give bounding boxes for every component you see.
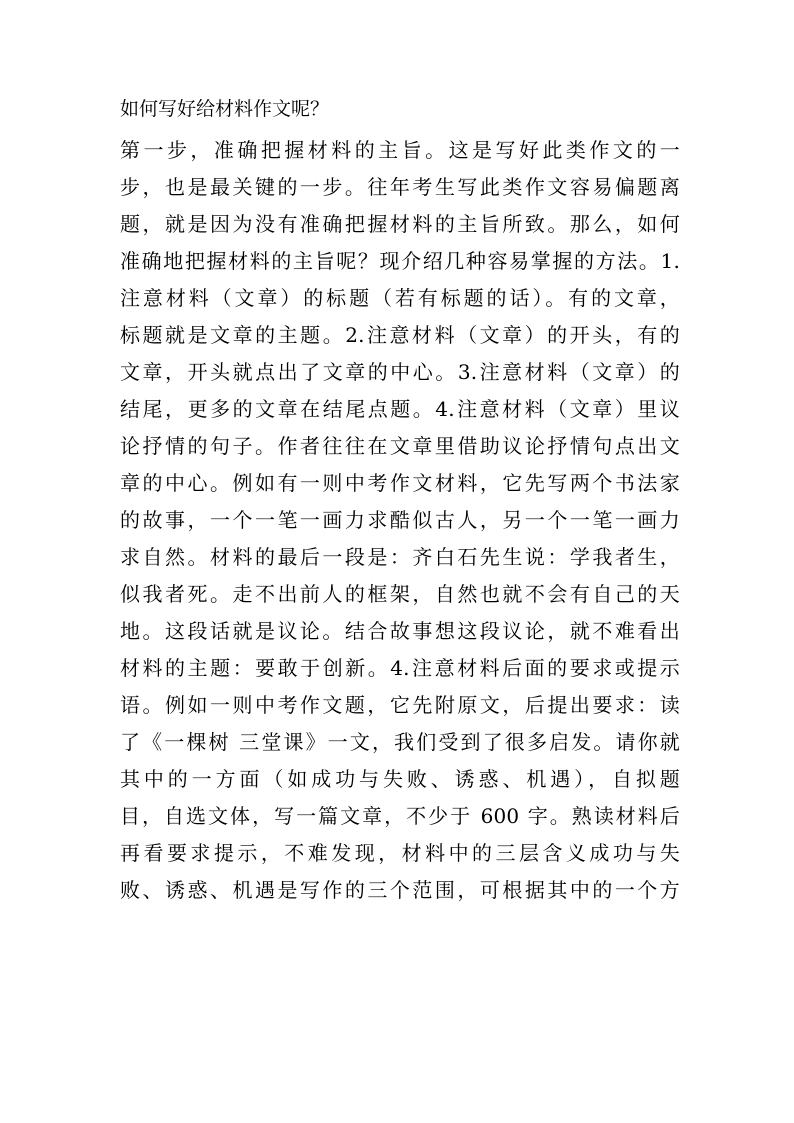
body-line: 的故事，一个一笔一画力求酷似古人，另一个一笔一画力 <box>120 508 680 532</box>
body-line: 目，自选文体，写一篇文章，不少于 600 字。熟读材料后 <box>120 804 680 828</box>
document-body <box>120 132 680 909</box>
body-line: 章的中心。例如有一则中考作文材料，它先写两个书法家 <box>120 471 680 495</box>
body-line: 论抒情的句子。作者往往在文章里借助议论抒情句点出文 <box>120 434 680 458</box>
body-line: 结尾，更多的文章在结尾点题。4.注意材料（文章）里议 <box>120 397 680 421</box>
body-line: 了《一棵树 三堂课》一文，我们受到了很多启发。请你就 <box>120 730 680 754</box>
body-line: 再看要求提示，不难发现，材料中的三层含义成功与失 <box>120 841 680 865</box>
body-line: 败、诱惑、机遇是写作的三个范围，可根据其中的一个方 <box>120 878 680 902</box>
body-line: 题，就是因为没有准确把握材料的主旨所致。那么，如何 <box>120 212 680 236</box>
body-line: 准确地把握材料的主旨呢？现介绍几种容易掌握的方法。1. <box>120 249 680 273</box>
body-line: 注意材料（文章）的标题（若有标题的话）。有的文章， <box>120 286 680 310</box>
body-line: 材料的主题：要敢于创新。4.注意材料后面的要求或提示 <box>120 656 680 680</box>
body-line: 似我者死。走不出前人的框架，自然也就不会有自己的天 <box>120 582 680 606</box>
body-line: 语。例如一则中考作文题，它先附原文，后提出要求：读 <box>120 693 680 717</box>
body-line: 标题就是文章的主题。2.注意材料（文章）的开头，有的 <box>120 323 680 347</box>
body-line: 文章，开头就点出了文章的中心。3.注意材料（文章）的 <box>120 360 680 384</box>
body-line: 其中的一方面（如成功与失败、诱惑、机遇），自拟题 <box>120 767 680 791</box>
body-line: 地。这段话就是议论。结合故事想这段议论，就不难看出 <box>120 619 680 643</box>
document-title: 如何写好给材料作文呢？ <box>120 98 330 120</box>
body-line: 求自然。材料的最后一段是：齐白石先生说：学我者生， <box>120 545 680 569</box>
body-line: 第一步，准确把握材料的主旨。这是写好此类作文的一 <box>120 138 680 162</box>
body-line: 步，也是最关键的一步。往年考生写此类作文容易偏题离 <box>120 175 680 199</box>
